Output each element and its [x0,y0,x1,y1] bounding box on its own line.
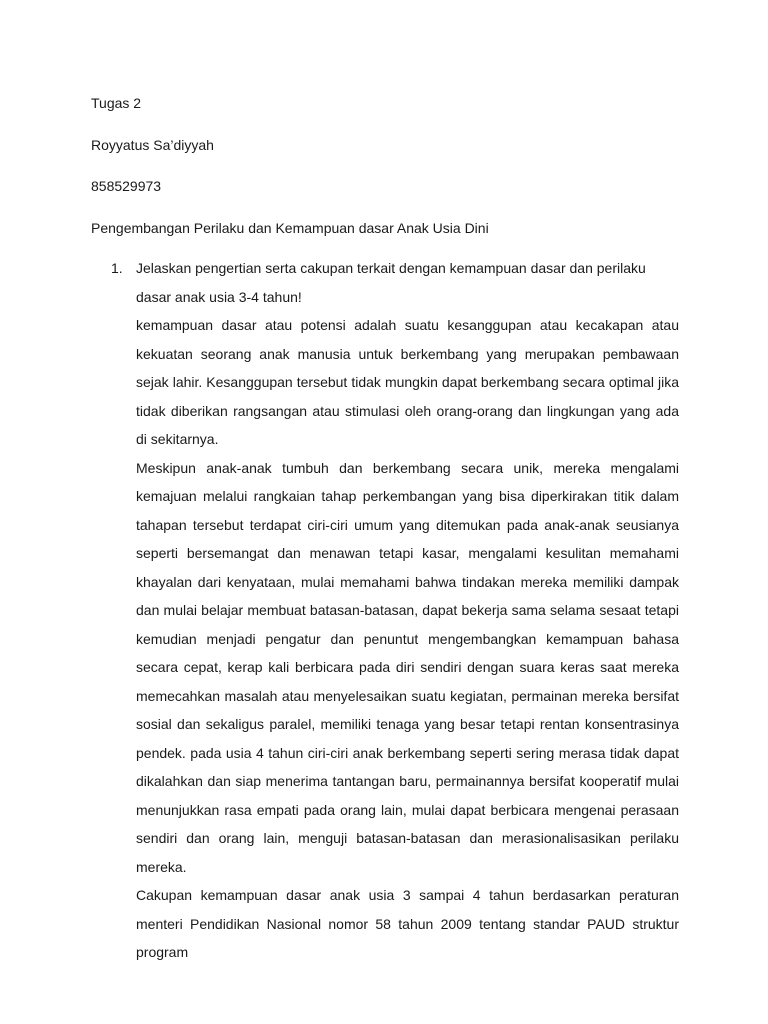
question-body [136,254,679,967]
question-number: 1. [111,260,123,276]
student-name: Royyatus Sa’diyyah [91,137,214,153]
answer-paragraph: Cakupan kemampuan dasar anak usia 3 sampai 4 tahun berdasarkan peraturan menteri Pendidikan Nasional nomor 58 tahun 2009 tentang standar PAUD struktur program [136,887,679,960]
course-title: Pengembangan Perilaku dan Kemampuan dasar Anak Usia Dini [91,220,489,236]
student-id: 858529973 [91,178,162,194]
task-title: Tugas 2 [91,95,142,111]
answer-paragraph: Meskipun anak-anak tumbuh dan berkembang secara unik, mereka mengalami kemajuan melalui rangkaian tahap perkembangan yang bisa diperkirakan titik dalam tahapan tersebut terdapat ciri-ciri umum yang ditemukan pada anak-anak seusianya seperti bersemangat dan menawan tetapi kasar, mengalami kesulitan memahami khayalan dari kenyataan, mulai memahami bahwa tindakan mereka memiliki dampak dan mulai belajar membuat batasan-batasan, dapat bekerja sama selama sesaat tetapi kemudian menjadi pengatur dan penuntut mengembangkan kemampuan bahasa secara cepat, kerap kali berbicara pada diri sendiri dengan suara keras saat mereka memecahkan masalah atau menyelesaikan suatu kegiatan, permainan mereka bersifat sosial dan sekaligus paralel, memiliki tenaga yang besar tetapi rentan konsentrasinya pendek. pada usia 4 tahun ciri-ciri anak berkembang seperti sering merasa tidak dapat dikalahkan dan siap menerima tantangan baru, permainannya bersifat kooperatif mulai menunjukkan rasa empati pada orang lain, mulai dapat berbicara mengenai perasaan sendiri dan orang lain, menguji batasan-batasan dan merasionalisasikan perilaku mereka. [136,459,679,875]
question-text: Jelaskan pengertian serta cakupan terkait dengan kemampuan dasar dan perilaku dasar anak usia 3-4 tahun! [136,260,646,305]
answer-paragraph: kemampuan dasar atau potensi adalah suatu kesanggupan atau kecakapan atau kekuatan seorang anak manusia untuk berkembang yang merupakan pembawaan sejak lahir. Kesanggupan tersebut tidak mungkin dapat berkembang secara optimal jika tidak diberikan rangsangan atau stimulasi oleh orang-orang dan lingkungan yang ada di sekitarnya. [136,317,679,447]
